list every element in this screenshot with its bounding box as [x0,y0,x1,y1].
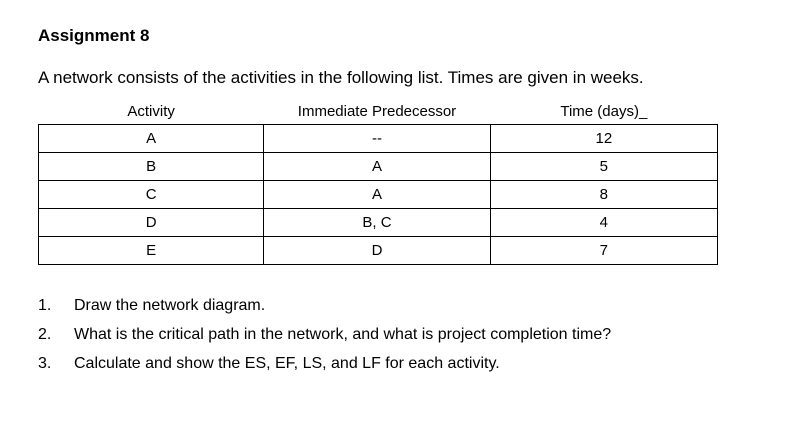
activity-cell: C [39,181,264,209]
table-row [39,181,718,209]
question-item [38,296,611,325]
time-cell: 4 [490,209,717,237]
question-number: 3. [38,355,52,372]
question-number: 1. [38,297,52,314]
time-cell: 12 [490,125,717,153]
activity-cell: E [39,237,264,265]
column-header-activity: Activity [39,98,264,125]
question-text: Draw the network diagram. [74,297,266,314]
time-cell: 8 [490,181,717,209]
question-number: 2. [38,326,52,343]
column-header-predecessor: Immediate Predecessor [264,98,490,125]
predecessor-cell: A [264,181,490,209]
table-row [39,125,718,153]
table-row [39,209,718,237]
predecessor-cell: B, C [264,209,490,237]
question-list [38,296,611,383]
intro-text: A network consists of the activities in the following list. Times are given in weeks. [38,68,644,87]
question-text: Calculate and show the ES, EF, LS, and LF for each activity. [74,355,500,372]
predecessor-cell: -- [264,125,490,153]
activity-table [38,98,718,265]
table-header-row [39,98,718,125]
time-cell: 7 [490,237,717,265]
question-text: What is the critical path in the network, and what is project completion time? [74,326,612,343]
assignment-title: Assignment 8 [38,26,150,45]
predecessor-cell: A [264,153,490,181]
table-row [39,237,718,265]
activity-cell: B [39,153,264,181]
predecessor-cell: D [264,237,490,265]
activity-cell: A [39,125,264,153]
activity-cell: D [39,209,264,237]
column-header-time: Time (days)_ [490,98,717,125]
question-item [38,325,611,354]
time-cell: 5 [490,153,717,181]
question-item [38,354,611,383]
table-row [39,153,718,181]
